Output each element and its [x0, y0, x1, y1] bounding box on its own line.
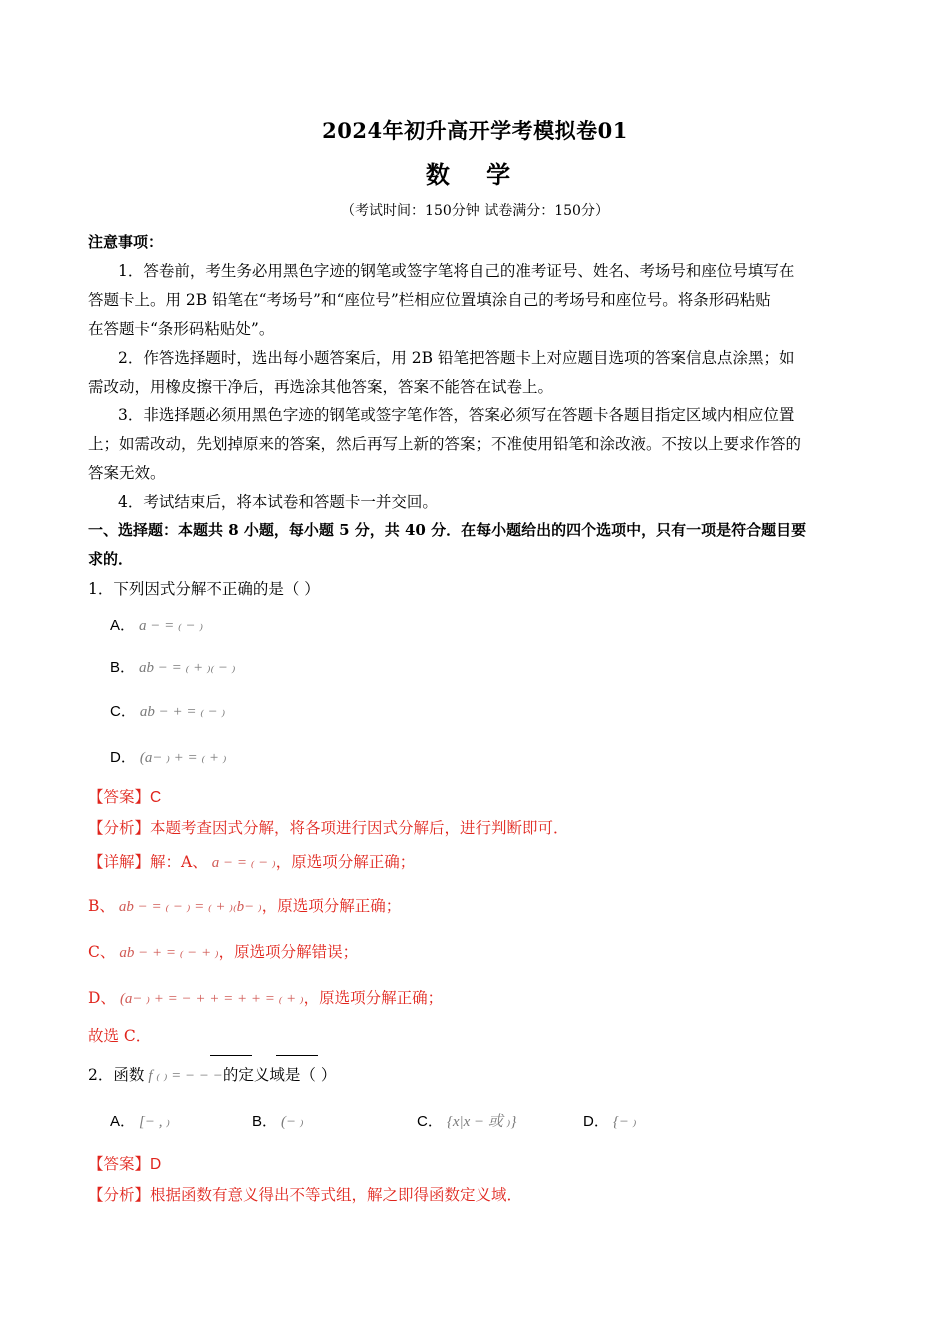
option-expression: a − = ₍ − ₎ [139, 618, 203, 634]
notes-heading: 注意事项： [88, 233, 164, 251]
option-label: C． [110, 703, 136, 720]
q2-option-d[interactable] [583, 1110, 636, 1131]
option-label: B． [252, 1113, 278, 1130]
q2-option-c[interactable] [417, 1110, 516, 1131]
q1-option-d[interactable] [110, 746, 226, 767]
option-expression: ab − = ₍ + ₎₍ − ₎ [139, 660, 236, 676]
option-label: D． [583, 1113, 609, 1130]
q1-option-b[interactable] [110, 656, 236, 677]
q2-analysis: 【分析】根据函数有意义得出不等式组，解之即得函数定义域． [88, 1186, 523, 1204]
notes-line: 需改动，用橡皮擦干净后，再选涂其他答案，答案不能答在试卷上。 [88, 378, 554, 396]
stem-suffix: 的定义域是（ ） [222, 1066, 337, 1084]
radical-bar [276, 1055, 318, 1056]
detail-prefix: B、 [88, 897, 115, 915]
section-heading: 一、选择题：本题共 8 小题，每小题 5 分，共 40 分．在每小题给出的四个选项中，只有一项是符合题目要 [88, 521, 807, 539]
notes-line: 答案无效。 [88, 464, 166, 482]
notes-line: 3．非选择题必须用黑色字迹的钢笔或签字笔作答，答案必须写在答题卡各题目指定区域内相应位置 [118, 406, 795, 424]
notes-line: 2．作答选择题时，选出每小题答案后，用 2B 铅笔把答题卡上对应题目选项的答案信息点涂黑；如 [118, 349, 795, 367]
detail-expression: a − = ₍ − ₎ [211, 855, 276, 871]
detail-suffix: ，原选项分解正确； [261, 897, 402, 915]
option-expression: {− ₎ [612, 1114, 637, 1130]
notes-line: 答题卡上。用 2B 铅笔在“考场号”和“座位号”栏相应位置填涂自己的考场号和座位号。将条形码粘贴 [88, 291, 771, 309]
q1-option-c[interactable] [110, 700, 225, 721]
option-expression: (− ₎ [281, 1114, 304, 1130]
q1-analysis: 【分析】本题考查因式分解，将各项进行因式分解后，进行判断即可． [88, 819, 569, 837]
detail-expression: (a− ₎ + = − + + = + + = ₍ + ₎ [119, 991, 304, 1007]
notes-line: 上；如需改动，先划掉原来的答案，然后再写上新的答案；不准使用铅笔和涂改液。不按以上要求作答的 [88, 435, 802, 453]
q1-detail-d [88, 986, 443, 1008]
q1-detail-a [88, 850, 415, 872]
q1-option-a[interactable] [110, 614, 203, 635]
section-heading: 求的． [88, 550, 134, 568]
subject-title: 数 学 [425, 160, 525, 189]
detail-suffix: ，原选项分解错误； [218, 943, 359, 961]
option-label: C． [417, 1113, 443, 1130]
notes-line: 在答题卡“条形码粘贴处”。 [88, 320, 275, 338]
exam-time-info: （考试时间：150分钟 试卷满分：150分） [341, 203, 609, 219]
q1-detail-c [88, 940, 358, 962]
detail-expression: ab − = ₍ − ₎ = ₍ + ₎₍b− ₎ [118, 899, 262, 915]
stem-expression: f ₍ ₎ = − − − [148, 1068, 223, 1084]
notes-line: 1．答卷前，考生务必用黑色字迹的钢笔或签字笔将自己的准考证号、姓名、考场号和座位号填写在 [118, 262, 795, 280]
detail-prefix: C、 [88, 943, 116, 961]
option-label: A． [110, 617, 136, 634]
option-label: D． [110, 749, 136, 766]
exam-title: 2024年初升高开学考模拟卷01 [322, 118, 628, 143]
q1-answer: 【答案】C [88, 789, 162, 806]
q2-answer: 【答案】D [88, 1156, 162, 1173]
q2-option-b[interactable] [252, 1110, 304, 1131]
question-2-stem [88, 1063, 336, 1085]
option-expression: {x|x − 或 ₎} [446, 1114, 517, 1130]
option-label: A． [110, 1113, 136, 1130]
q1-conclusion: 故选 C． [88, 1027, 152, 1045]
detail-prefix: D、 [88, 989, 116, 1007]
radical-bar [210, 1055, 252, 1056]
option-expression: ab − + = ₍ − ₎ [139, 704, 226, 720]
stem-prefix: 2．函数 [88, 1066, 145, 1084]
detail-expression: ab − + = ₍ − + ₎ [119, 945, 219, 961]
detail-suffix: ，原选项分解正确； [275, 853, 416, 871]
option-label: B． [110, 659, 136, 676]
detail-prefix: 【详解】解：A、 [88, 853, 208, 871]
detail-suffix: ，原选项分解正确； [303, 989, 444, 1007]
option-expression: [− , ₎ [139, 1114, 170, 1130]
notes-line: 4．考试结束后，将本试卷和答题卡一并交回。 [118, 493, 438, 511]
option-expression: (a− ₎ + = ₍ + ₎ [139, 750, 227, 766]
q2-option-a[interactable] [110, 1110, 170, 1131]
question-1-stem: 1．下列因式分解不正确的是（ ） [88, 580, 320, 598]
q1-detail-b [88, 894, 401, 916]
